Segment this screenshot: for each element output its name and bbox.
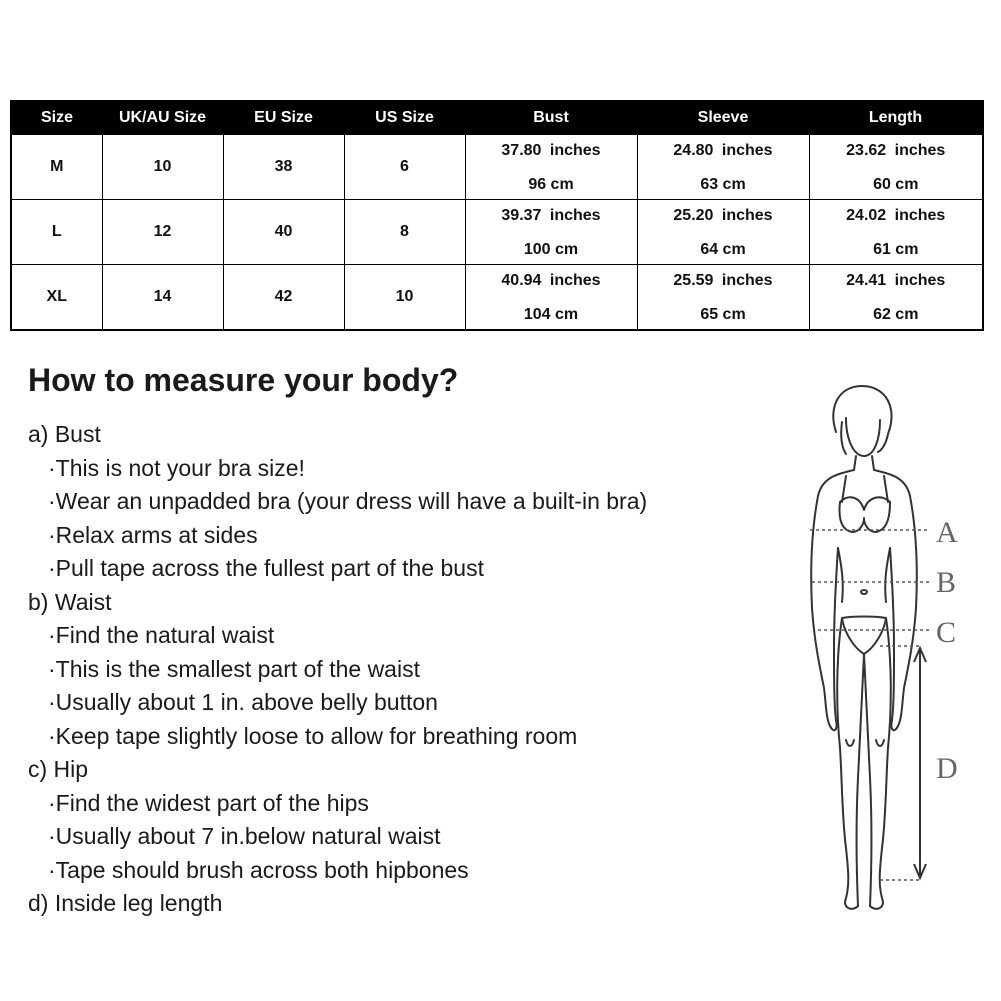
length-inches: 23.62 inches — [846, 142, 946, 159]
bust-cm: 100 cm — [523, 241, 579, 258]
size-cell: XL — [11, 265, 102, 331]
uk-au-cell: 14 — [102, 265, 223, 331]
length-cell — [809, 200, 983, 265]
length-inches: 24.41 inches — [846, 272, 946, 289]
us-cell: 6 — [344, 135, 465, 200]
left-arm-outline — [811, 470, 854, 726]
label-c: C — [936, 616, 957, 649]
sleeve-cm: 64 cm — [700, 241, 746, 258]
bust-inches: 39.37 inches — [501, 207, 601, 224]
eu-cell: 42 — [223, 265, 344, 331]
sleeve-cell — [637, 265, 809, 331]
header-us-size: US Size — [344, 101, 465, 135]
right-leg-outline — [870, 618, 891, 909]
label-d: D — [936, 752, 958, 785]
list-item: ·Relax arms at sides — [48, 521, 258, 548]
table-header-row — [11, 101, 983, 135]
list-item: ·This is not your bra size! — [48, 454, 305, 481]
header-length: Length — [809, 101, 983, 135]
sleeve-cm: 65 cm — [700, 306, 746, 323]
sleeve-inches: 24.80 inches — [673, 142, 773, 159]
guide-title: How to measure your body? — [28, 362, 459, 398]
bust-inches: 37.80 inches — [501, 142, 601, 159]
size-chart-table — [10, 100, 984, 331]
list-item: ·Wear an unpadded bra (your dress will have a built-in bra) — [48, 488, 648, 514]
length-cm: 61 cm — [873, 241, 919, 258]
bust-cell — [465, 135, 637, 200]
header-uk-au-size: UK/AU Size — [102, 101, 223, 135]
measurement-instructions — [28, 418, 748, 921]
eu-cell: 38 — [223, 135, 344, 200]
sleeve-cell — [637, 200, 809, 265]
table-row — [11, 200, 983, 265]
bra-outline — [840, 497, 891, 532]
header-bust: Bust — [465, 101, 637, 135]
label-b: B — [936, 566, 957, 599]
length-cm: 62 cm — [873, 306, 919, 323]
face-outline — [846, 418, 880, 456]
size-cell: L — [11, 200, 102, 265]
list-item: ·Usually about 1 in. above belly button — [48, 689, 438, 715]
length-cm: 60 cm — [873, 176, 919, 193]
bust-cm: 96 cm — [528, 176, 574, 193]
header-size: Size — [11, 101, 102, 135]
header-eu-size: EU Size — [223, 101, 344, 135]
label-a: A — [936, 516, 958, 549]
bust-inches: 40.94 inches — [501, 272, 601, 289]
table-row — [11, 265, 983, 331]
list-item: ·This is the smallest part of the waist — [48, 655, 420, 682]
list-item: ·Find the natural waist — [48, 622, 275, 648]
section-heading-inside-leg: d) Inside leg length — [28, 890, 223, 916]
header-sleeve: Sleeve — [637, 101, 809, 135]
sleeve-inches: 25.20 inches — [673, 207, 773, 224]
table-row — [11, 135, 983, 200]
uk-au-cell: 10 — [102, 135, 223, 200]
length-cell — [809, 135, 983, 200]
list-item: ·Tape should brush across both hipbones — [48, 856, 469, 883]
section-heading-waist: b) Waist — [28, 588, 112, 615]
sleeve-inches: 25.59 inches — [673, 272, 773, 289]
sleeve-cm: 63 cm — [700, 176, 746, 193]
list-item: ·Pull tape across the fullest part of the bust — [48, 555, 484, 581]
size-cell: M — [11, 135, 102, 200]
briefs-outline — [842, 617, 886, 655]
list-item: ·Find the widest part of the hips — [48, 789, 369, 816]
bust-cm: 104 cm — [523, 306, 579, 323]
length-inches: 24.02 inches — [846, 207, 946, 224]
length-cell — [809, 265, 983, 331]
us-cell: 8 — [344, 200, 465, 265]
uk-au-cell: 12 — [102, 200, 223, 265]
left-leg-outline — [837, 618, 858, 909]
bust-cell — [465, 265, 637, 331]
list-item: ·Usually about 7 in.below natural waist — [48, 823, 441, 849]
right-arm-outline — [874, 470, 917, 726]
bust-cell — [465, 200, 637, 265]
section-heading-bust: a) Bust — [28, 421, 101, 447]
us-cell: 10 — [344, 265, 465, 331]
sleeve-cell — [637, 135, 809, 200]
body-measurement-figure — [790, 378, 970, 923]
eu-cell: 40 — [223, 200, 344, 265]
list-item: ·Keep tape slightly loose to allow for breathing room — [48, 722, 578, 749]
section-heading-hip: c) Hip — [28, 756, 89, 782]
